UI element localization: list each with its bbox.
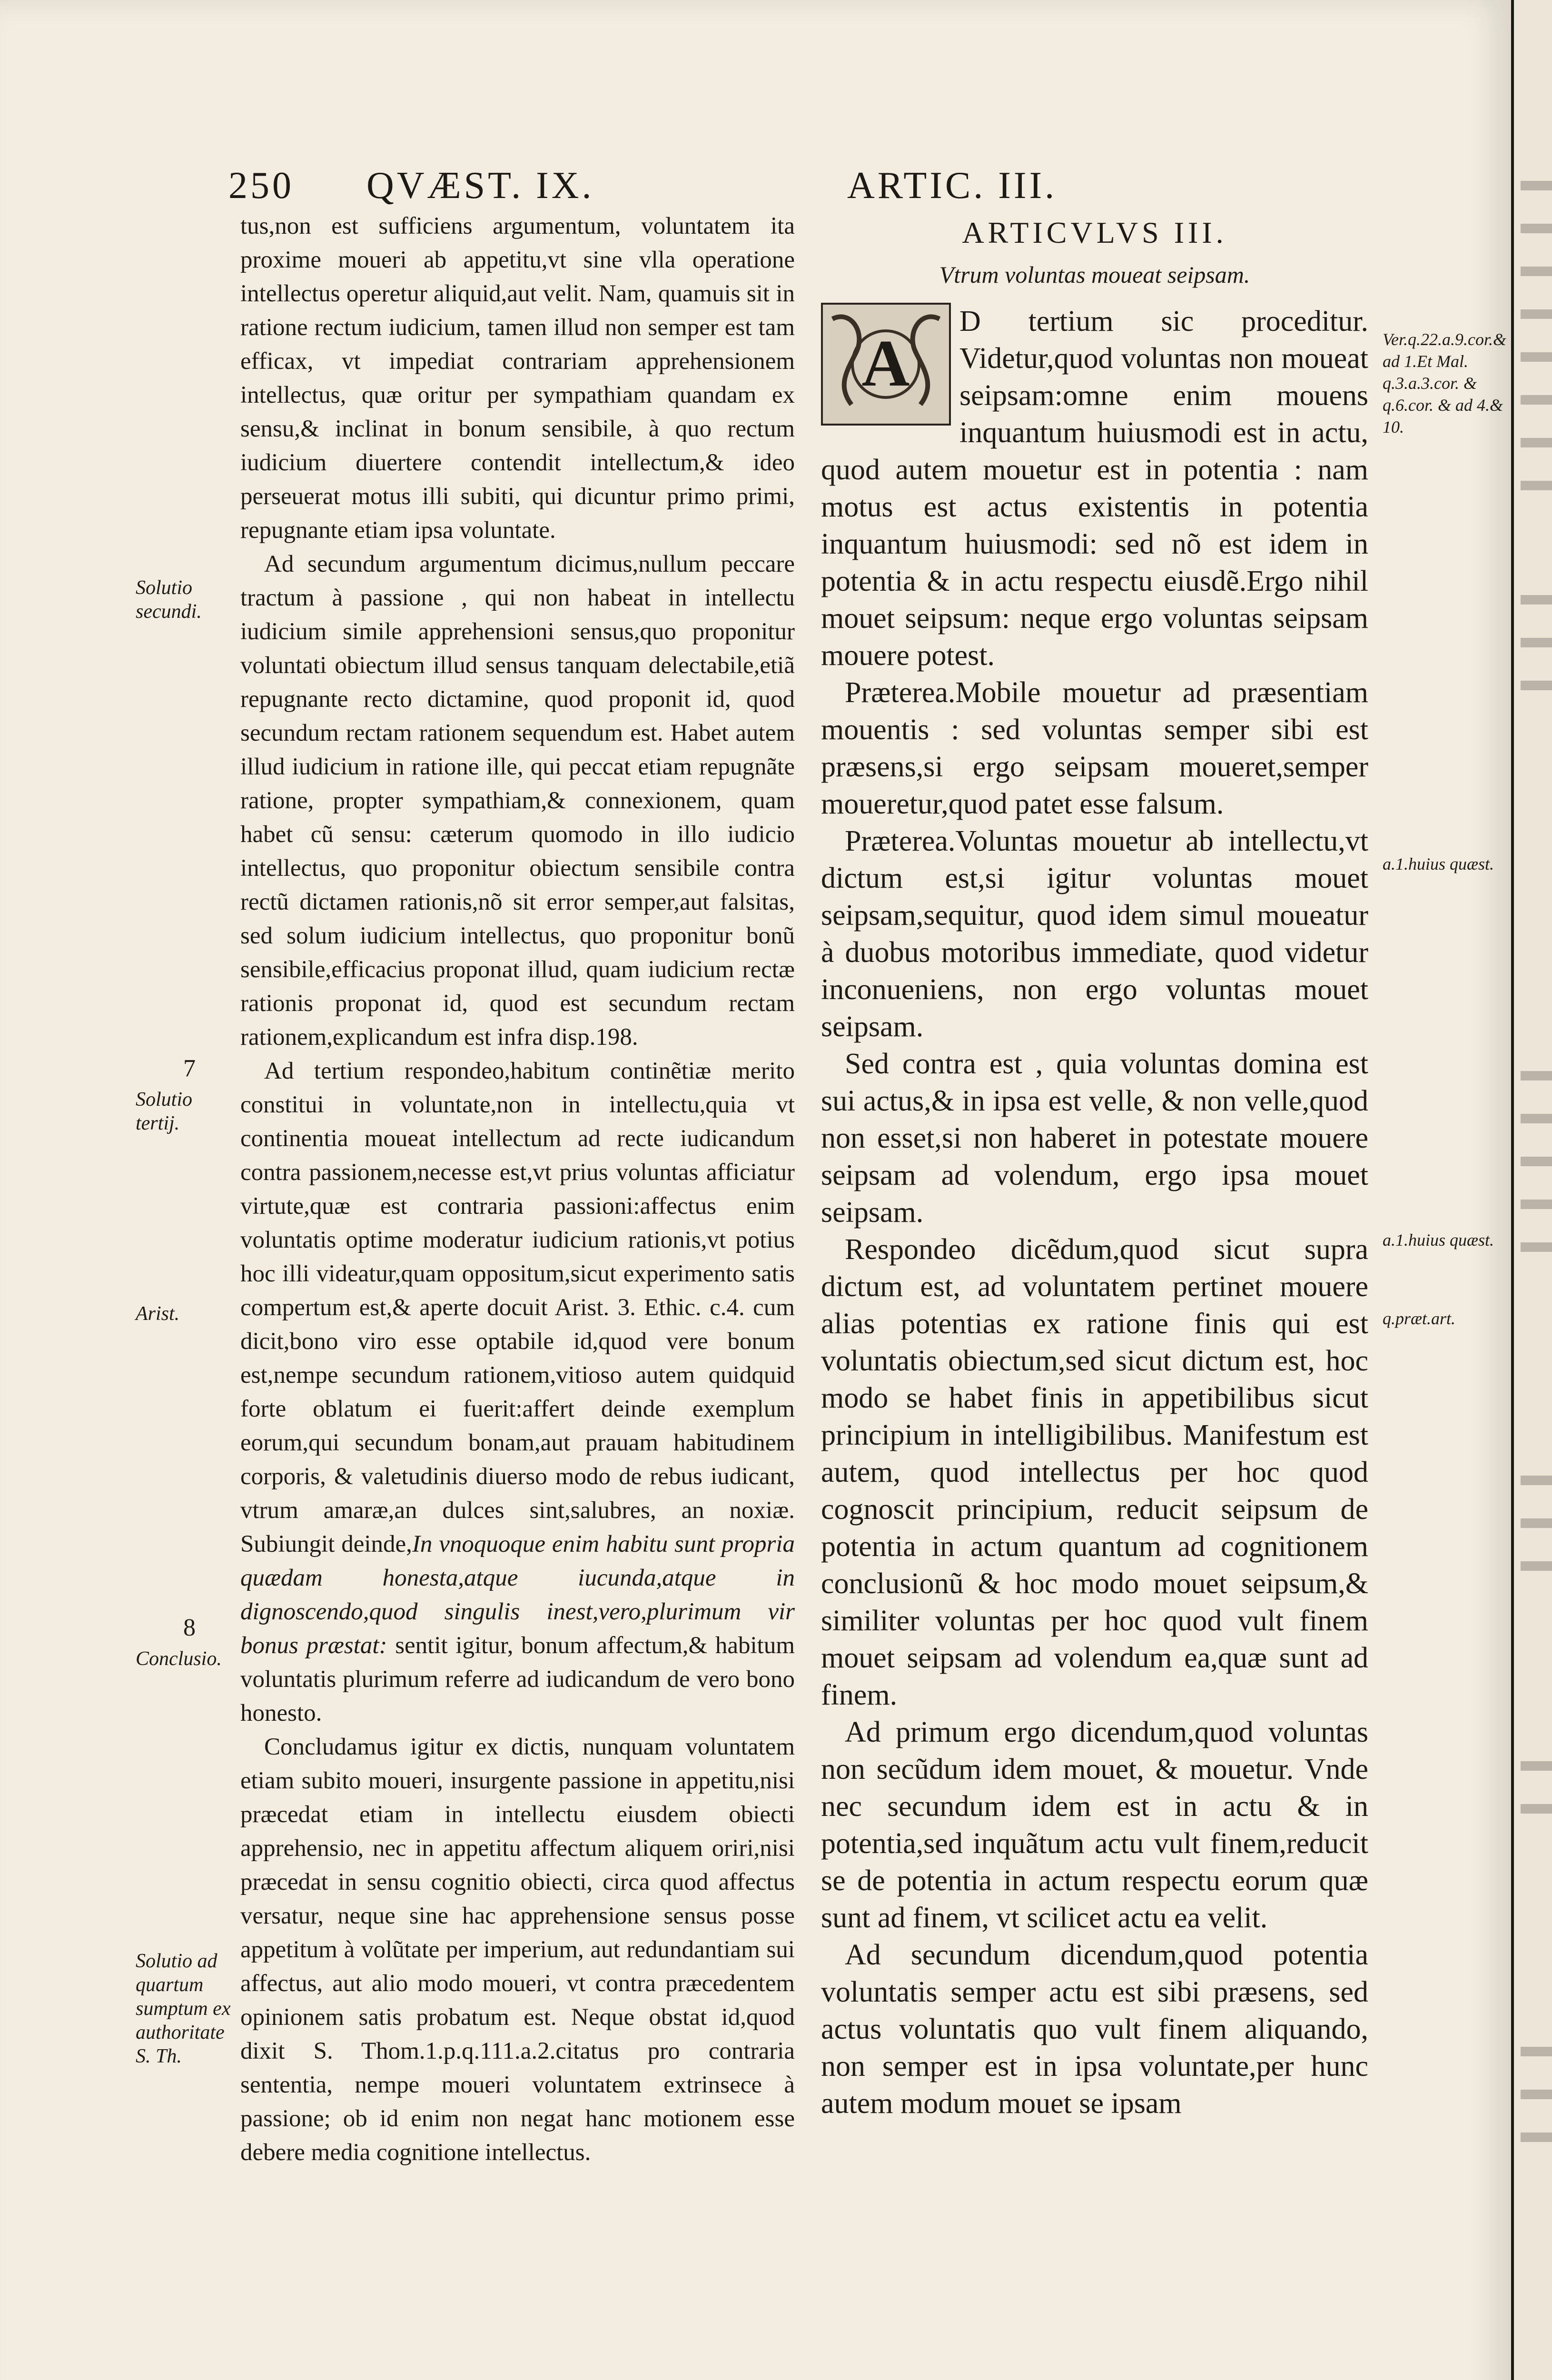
paragraph: Præterea.Voluntas mouetur ab intellectu,vt dictum est,si igitur voluntas mouet seipsam,sequitur, quod idem simul moueatur à duobus motoribus immediate, quod videtur inconueniens, non ergo voluntas mouet seipsam. — [821, 825, 1368, 1043]
margin-number-8: 8 — [183, 1614, 196, 1641]
margin-ref-veritate: Ver.q.22.a.9.cor.& ad 1.Et Mal. q.3.a.3.cor. & q.6.cor. & ad 4.& 10. — [1383, 330, 1506, 436]
paragraph — [240, 1054, 795, 1730]
facing-text-fragment — [1521, 1476, 1552, 1485]
running-head-question: QVÆST. IX. — [366, 165, 594, 207]
facing-text-fragment — [1521, 681, 1552, 690]
paragraph: tus,non est sufficiens argumentum, voluntatem ita proxime moueri ab appetitu,vt sine vlla operatione intellectus operetur aliquid,aut velit. Nam, quamuis sit in ratione rectum iudicium, tamen illud non semper est tam efficax, vt impediat contrariam apprehensionem intellectus, quæ oritur per sympathiam quandam ex sensu,& inclinat in bonum sensibile, à quo rectum iudicium diuertere contendit intellectum,& ideo perseuerat motus illi subiti, qui dicuntur primo primi, repugnante etiam ipsa voluntate. — [240, 213, 795, 544]
article-question: Vtrum voluntas moueat seipsam. — [939, 261, 1250, 288]
paragraph: Præterea.Mobile mouetur ad præsentiam mouentis : sed voluntas semper sibi est præsens,si ergo seipsam moueret,semper moueretur,quod patet esse falsum. — [821, 676, 1368, 820]
margin-ref-art1: a.1.huius quæst. — [1383, 854, 1494, 873]
right-text-column — [821, 209, 1368, 2122]
left-text-column — [240, 209, 795, 2170]
margin-note-conclusio: Conclusio. — [136, 1648, 222, 1670]
paragraph: Respondeo dicẽdum,quod sicut supra dictum est, ad voluntatem pertinet mouere alias potentias ex ratione finis qui est voluntatis obiectum,sed sicut dictum est, hoc modo se habet finis in appetibilibus sicut principium in intelligibilibus. Manifestum est autem, quod intellectus per hoc quod cognoscit principium, reducit seipsum de potentia in actum quantum ad cognitionem conclusionũ & hoc modo mouet seipsum,& similiter voluntas per hoc quod vult finem mouet seipsam ad volendum ea,quæ sunt ad finem. — [821, 1233, 1368, 1711]
margin-note-solutio-quartum: Solutio ad quartum sumptum ex authoritate S. Th. — [136, 1950, 231, 2067]
margin-ref-praet: q.præt.art. — [1383, 1309, 1456, 1328]
margin-ref-art1-b: a.1.huius quæst. — [1383, 1230, 1494, 1250]
paragraph-text: sentit igitur, bonum affectum,& habitum voluntatis plurimum referre ad iudicandum de vero bono honesto. — [240, 1632, 795, 1726]
facing-text-fragment — [1521, 395, 1552, 405]
facing-text-fragment — [1521, 1518, 1552, 1528]
paragraph: Ad primum ergo dicendum,quod voluntas non secũdum idem mouet, & mouetur. Vnde nec secundum idem est in actu & in potentia,sed inquãtum actu vult finem,reducit se de potentia in actum respectu eorum quæ sunt ad finem, vt scilicet actu ea velit. — [821, 1716, 1368, 1934]
ornament-icon — [823, 305, 949, 424]
facing-text-fragment — [1521, 1200, 1552, 1209]
paragraph: Concludamus igitur ex dictis, nunquam voluntatem etiam subito moueri, insurgente passione in appetitu,nisi præcedat etiam in intellectu eiusdem obiecti apprehensio, nec in appetitu affectum aliquem oriri,nisi præcedat in sensu cognitio obiecti, circa quod affectus versatur, neque sine hac apprehensione sensus posse appetitum à volũtate per imperium, aut redundantiam sui affectus, aut alio modo moueri, vt contra præcedentem opinionem satis probatum est. Neque obstat id,quod dixit S. Thom.1.p.q.111.a.2.citatus pro contraria sententia, nempe moueri voluntatem extrinsece à passione; ob id enim non negat hanc motionem esse debere media cognitione intellectus. — [240, 1734, 795, 2166]
margin-number-7: 7 — [183, 1055, 196, 1082]
facing-text-fragment — [1521, 2047, 1552, 2056]
facing-text-fragment — [1521, 638, 1552, 647]
paragraph: Ad secundum dicendum,quod potentia voluntatis semper actu est sibi præsens, sed actus voluntatis quo vult finem aliquando, non semper est in ipsa voluntate,per hunc autem modum mouet se ipsam — [821, 1939, 1368, 2120]
facing-text-fragment — [1521, 438, 1552, 447]
margin-note-arist: Arist. — [136, 1303, 180, 1325]
paragraph: Ad secundum argumentum dicimus,nullum peccare tractum à passione , qui non habeat in intellectu iudicium simile apprehensioni sensus,quo proponitur voluntati obiectum illud sensus tanquam delectabile,etiã repugnante recto dictamine, quod proponit id, quod secundum rectam rationem sequendum est. Habet autem illud iudicium in ratione ille, qui peccat etiam repugnãte ratione, propter sympathiam,& connexionem, quam habet cũ sensu: cæterum quomodo in illo iudicio intellectus, quo proponitur obiectum sensibile contra rectũ dictamen rationis,nõ sit error semper,aut falsitas, sed solum iudicium intellectus, quo proponitur bonũ sensibile,efficacius proponat illud, quam iudicium rectæ rationis proponat id, quod est secundum rectam rationem,explicandum est infra disp.198. — [240, 551, 795, 1051]
facing-text-fragment — [1521, 1561, 1552, 1571]
facing-text-fragment — [1521, 181, 1552, 190]
paragraph-text: Ad tertium respondeo,habitum continẽtiæ merito constitui in voluntate,non in intellectu,quia vt continentia moueat intellectum ad recte iudicandum contra passionem,necesse est,vt prius voluntas afficiatur virtute,quæ est contraria passioni:affectus enim voluntatis optime moderatur iudicium rationis,vt potius hoc illi videatur,quam oppositum,sicut experimento satis compertum est,& aperte docuit Arist. 3. Ethic. c.4. cum dicit,bono viro esse optabile id,quod vere bonum est,nempe secundum rationem,vitioso autem quidquid forte oblatum ei fuerit:affert deinde exemplum eorum,qui secundum bonam,aut prauam habitudinem corporis, & valetudinis diuerso modo de rebus iudicant, vtrum amaræ,an dulces sint,salubres, an noxiæ. Subiungit deinde, — [240, 1058, 795, 1557]
facing-text-fragment — [1521, 309, 1552, 319]
facing-text-fragment — [1521, 1761, 1552, 1771]
paragraph: Sed contra est , quia voluntas domina est sui actus,& in ipsa est velle, & non velle,quod non esset,si non haberet in potestate mouere seipsam ad volendum, ergo ipsa mouet seipsam. — [821, 1048, 1368, 1229]
facing-text-fragment — [1521, 267, 1552, 276]
aristotle-quote: In vnoquoque enim habitu sunt propria quædam honesta,atque iucunda,atque in dignoscendo,quod singulis inest,vero,plurimum vir bonus præstat: — [240, 1531, 795, 1659]
facing-text-fragment — [1521, 481, 1552, 490]
facing-text-fragment — [1521, 1071, 1552, 1081]
facing-text-fragment — [1521, 352, 1552, 362]
facing-text-fragment — [1521, 1242, 1552, 1252]
decorated-initial — [821, 303, 951, 426]
margin-note-solutio-tertij: Solutio tertij. — [136, 1089, 193, 1134]
margin-note-solutio-secundi: Solutio secundi. — [136, 577, 202, 623]
facing-text-fragment — [1521, 2132, 1552, 2142]
facing-text-fragment — [1521, 1157, 1552, 1166]
page-number: 250 — [228, 165, 294, 207]
facing-text-fragment — [1521, 1114, 1552, 1123]
running-head-article: ARTIC. III. — [847, 165, 1058, 207]
facing-text-fragment — [1521, 595, 1552, 605]
facing-page-edge — [1511, 0, 1552, 2380]
facing-text-fragment — [1521, 224, 1552, 233]
paragraph: D tertium sic proceditur. Videtur,quod voluntas non moueat seipsam:omne enim mouens inquantum huiusmodi est in actu, quod autem mouetur est in potentia : nam motus est actus existentis in potentia inquantum huiusmodi: sed nõ est idem in potentia & in actu respectu eiusdẽ.Ergo nihil mouet seipsum: neque ergo voluntas seipsam mouere potest. — [821, 305, 1368, 672]
facing-text-fragment — [1521, 1804, 1552, 1814]
initial-letter: A — [861, 327, 910, 400]
running-head — [228, 164, 1371, 207]
facing-text-fragment — [1521, 2090, 1552, 2099]
article-title: ARTICVLVS III. — [962, 216, 1227, 249]
